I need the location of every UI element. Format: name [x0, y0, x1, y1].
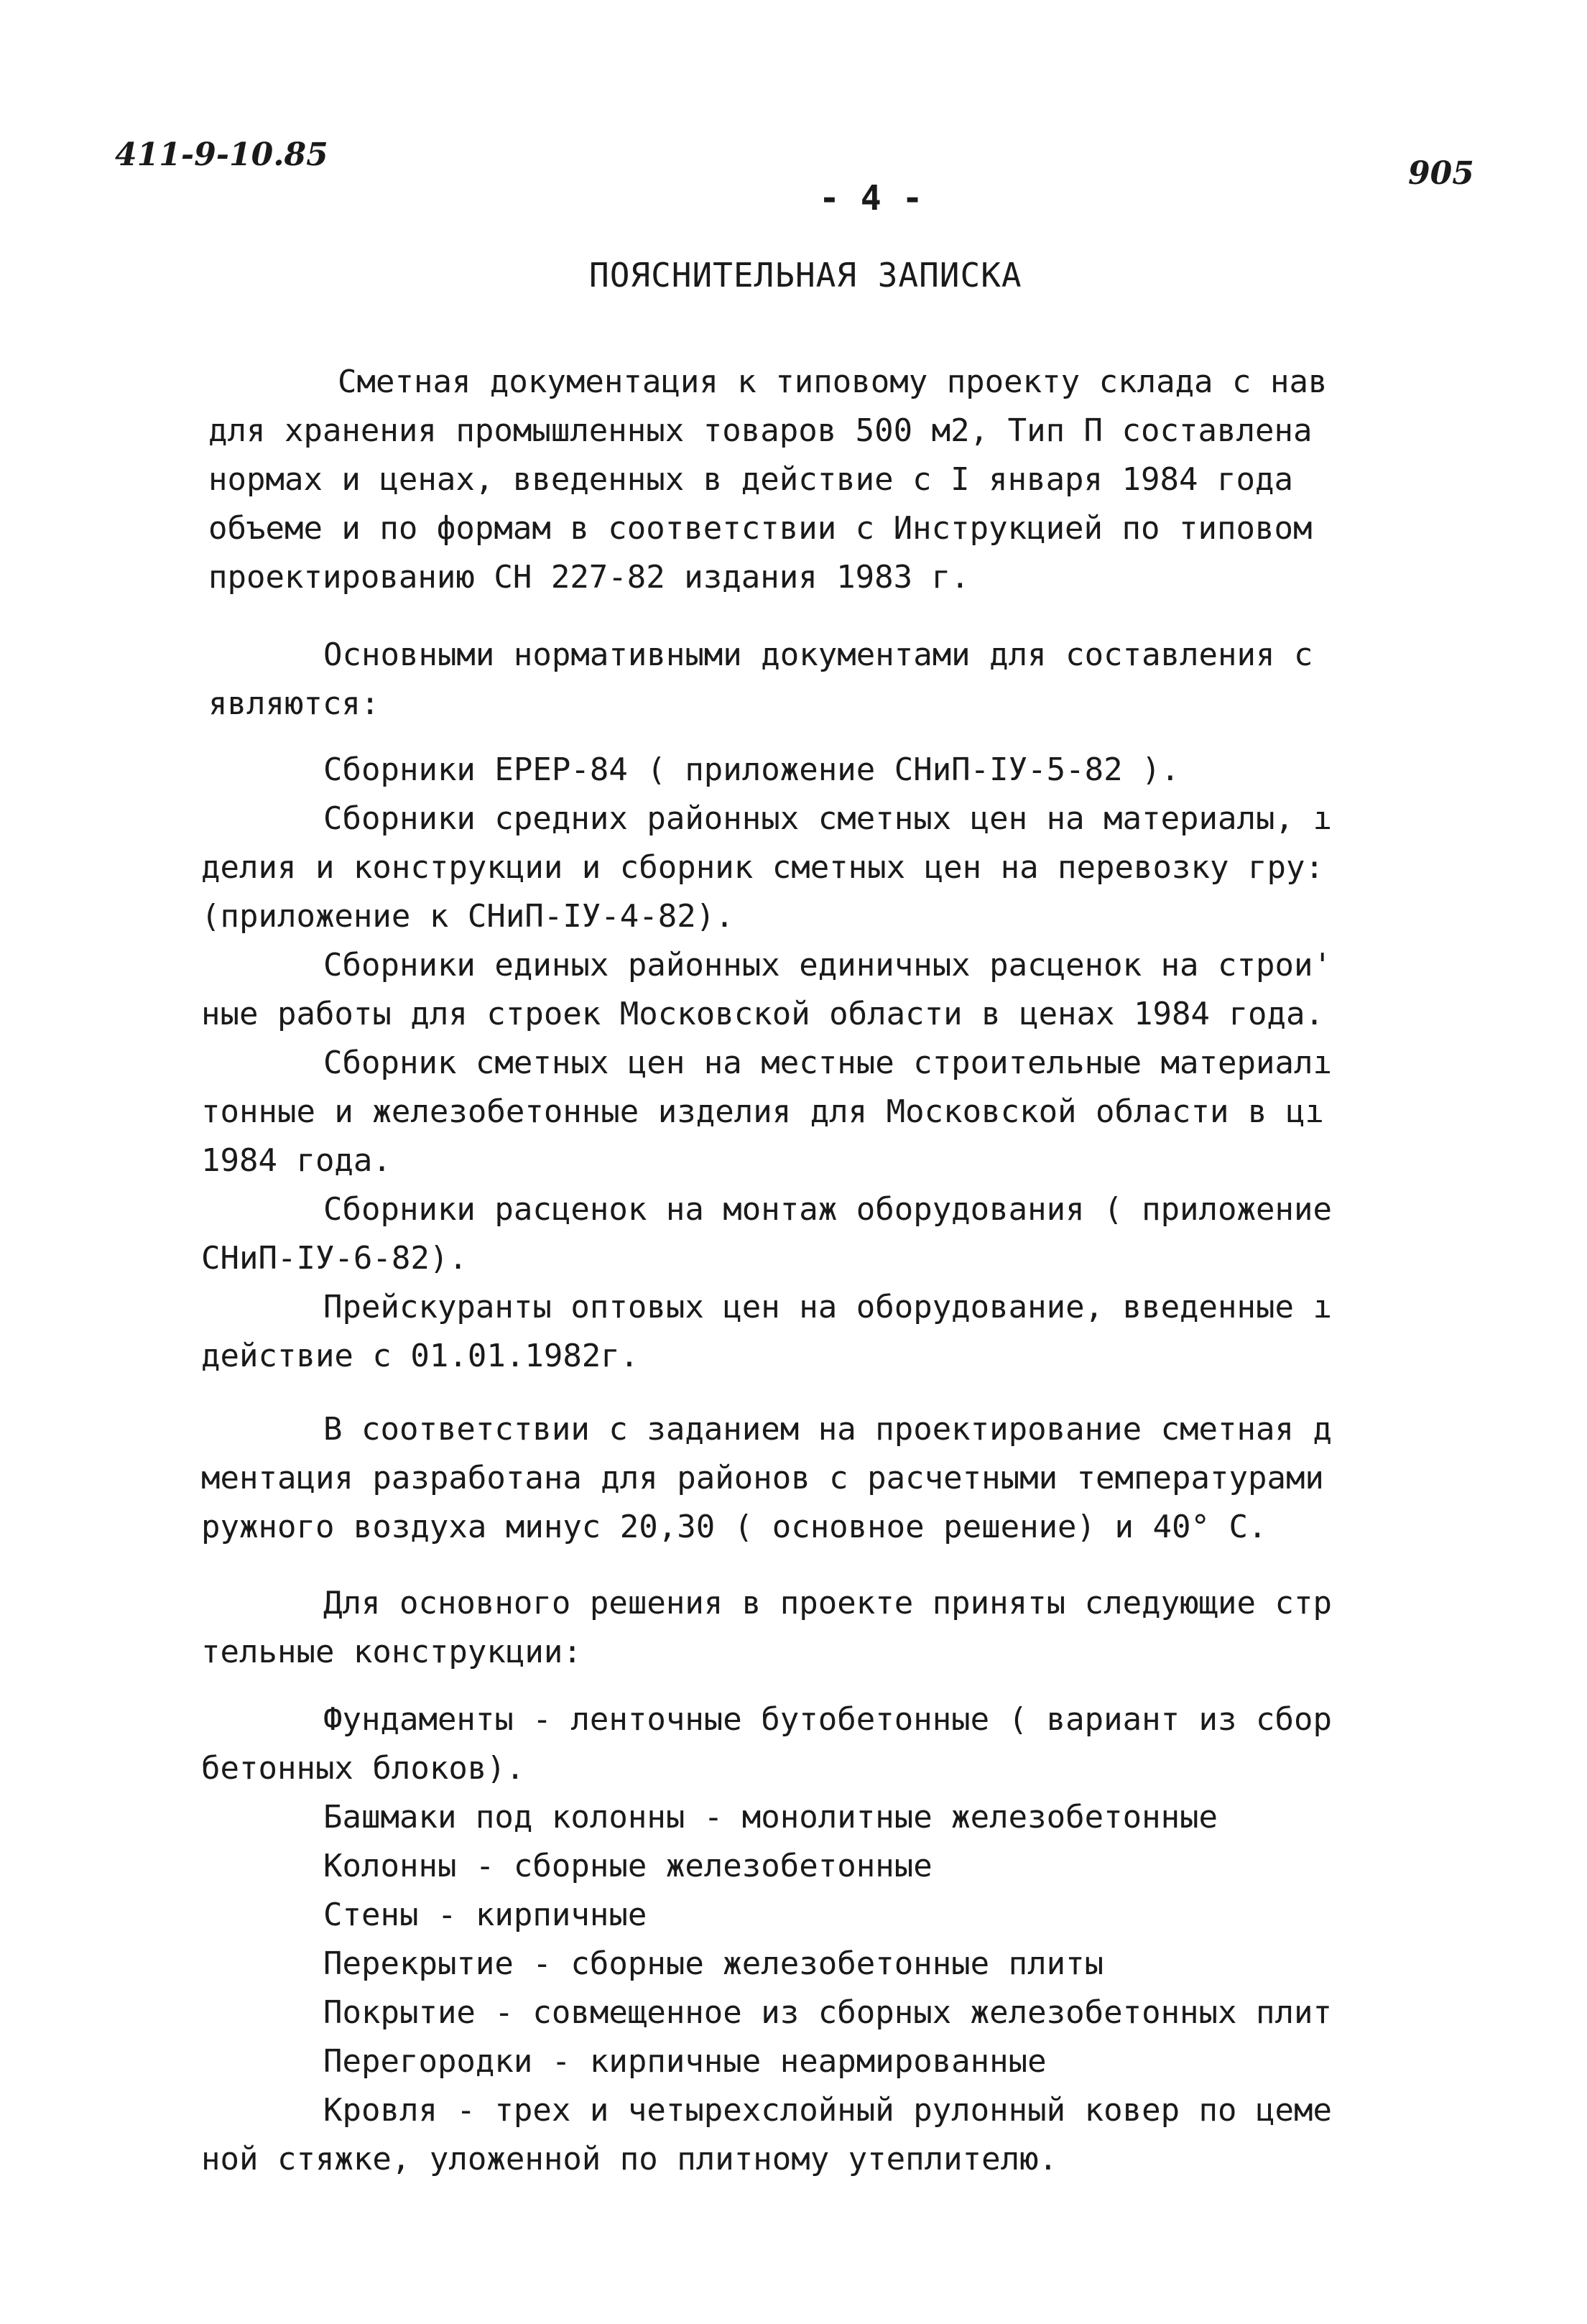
text-line: проектированию СН 227-82 издания 1983 г. — [208, 559, 970, 596]
text-line: СНиП-IУ-6-82). — [201, 1240, 468, 1277]
text-line: Сборники расценок на монтаж оборудования ( приложение — [323, 1191, 1332, 1228]
text-line: Сборники средних районных сметных цен на материалы, ı — [323, 800, 1332, 837]
text-line: Основными нормативными документами для составления с — [323, 636, 1313, 673]
text-line: бетонных блоков). — [201, 1750, 525, 1787]
text-line: Прейскуранты оптовых цен на оборудование, введенные ı — [323, 1289, 1332, 1325]
text-line: Колонны - сборные железобетонные — [323, 1848, 933, 1884]
text-line: тельные конструкции: — [201, 1634, 582, 1670]
text-line: являются: — [208, 685, 380, 722]
text-line: Фундаменты - ленточные бутобетонные ( вариант из сбор — [323, 1701, 1332, 1738]
text-line: ружного воздуха минус 20,30 ( основное решение) и 40° С. — [201, 1509, 1267, 1545]
text-line: действие с 01.01.1982г. — [201, 1338, 639, 1374]
text-line: Покрытие - совмещенное из сборных железобетонных плит — [323, 1994, 1332, 2031]
text-line: ной стяжке, уложенной по плитному утеплителю. — [201, 2141, 1058, 2177]
text-line: Сборник сметных цен на местные строительные материалı — [323, 1045, 1332, 1081]
handwritten-sheet-number: 905 — [1408, 155, 1474, 192]
page-title: ПОЯСНИТЕЛЬНАЯ ЗАПИСКА — [589, 256, 1022, 295]
text-line: Сборники единых районных единичных расценок на строи' — [323, 947, 1332, 983]
text-line: Перекрытие - сборные железобетонные плиты — [323, 1945, 1104, 1982]
page-number: - 4 - — [819, 178, 923, 218]
text-line: Кровля - трех и четырехслойный рулонный ковер по цеме — [323, 2092, 1332, 2129]
text-line: Для основного решения в проекте приняты следующие стр — [323, 1585, 1332, 1621]
text-line: ные работы для строек Московской области в ценах 1984 года. — [201, 996, 1324, 1032]
text-line: Башмаки под колонны - монолитные железобетонные — [323, 1799, 1218, 1835]
text-line: Перегородки - кирпичные неармированные — [323, 2043, 1047, 2080]
text-line: объеме и по формам в соответствии с Инструкцией по типовом — [208, 510, 1313, 547]
text-line: В соответствии с заданием на проектирование сметная д — [323, 1411, 1332, 1448]
text-line: делия и конструкции и сборник сметных цен на перевозку гру: — [201, 849, 1324, 886]
text-line: Стены - кирпичные — [323, 1897, 647, 1933]
text-line: ментация разработана для районов с расчетными температурами — [201, 1460, 1324, 1496]
text-line: тонные и железобетонные изделия для Московской области в цı — [201, 1093, 1324, 1130]
text-line: для хранения промышленных товаров 500 м2, Тип П составлена — [208, 412, 1313, 449]
text-line: Сборники ЕРЕР-84 ( приложение СНиП-IУ-5-82 ). — [323, 751, 1180, 788]
text-line: 1984 года. — [201, 1142, 392, 1179]
text-line: (приложение к СНиП-IУ-4-82). — [201, 898, 734, 935]
text-line: нормах и ценах, введенных в действие с I января 1984 года — [208, 461, 1293, 498]
text-line: Сметная документация к типовому проекту склада с нав — [338, 364, 1328, 400]
handwritten-code: 411-9-10.85 — [115, 136, 328, 173]
